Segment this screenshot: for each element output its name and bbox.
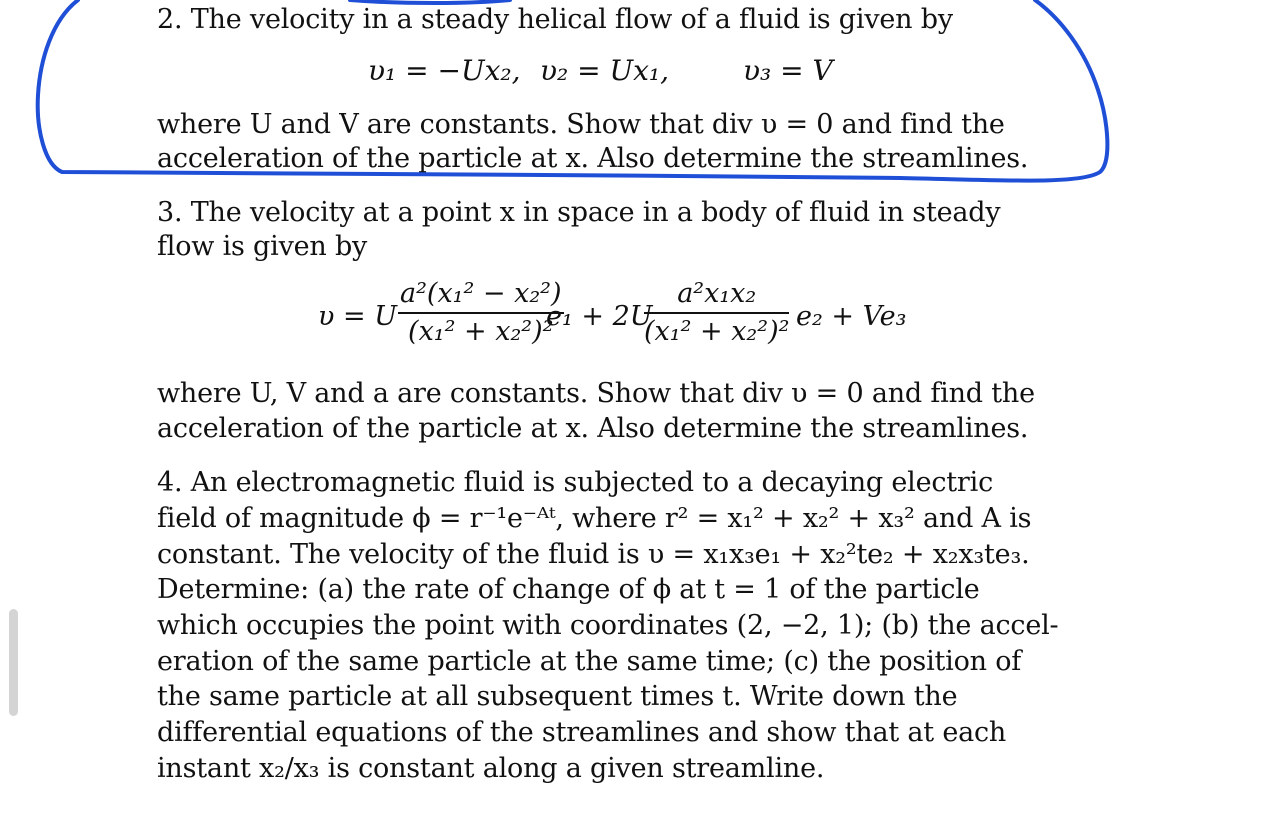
problem-4-line-3: constant. The velocity of the fluid is υ = x₁x₃e₁ + x₂²te₂ + x₂x₃te₃. [157,539,1030,570]
problem-4-line-5: which occupies the point with coordinates (2, −2, 1); (b) the accel- [157,610,1059,641]
problem-2-eq-v1: υ₁ = −Ux₂, [368,54,521,87]
annotation-stroke [38,0,1108,181]
problem-2-eq-v2: υ₂ = Ux₁, [540,54,670,87]
problem-2-line-1: 2. The velocity in a steady helical flow of a fluid is given by [157,4,953,35]
problem-4-line-6: eration of the same particle at the same time; (c) the position of [157,646,1022,677]
scrollbar-thumb[interactable] [9,609,18,716]
annotation-top-mark [350,0,510,3]
problem-3-line-1: 3. The velocity at a point x in space in a body of fluid in steady [157,197,1001,228]
problem-4-line-9: instant x₂/x₃ is constant along a given streamline. [157,753,825,784]
problem-2-line-3: acceleration of the particle at x. Also determine the streamlines. [157,143,1029,174]
problem-3-line-4: acceleration of the particle at x. Also determine the streamlines. [157,413,1029,444]
equation-tail-term: e₂ + Ve₃ [796,301,907,332]
problem-4-line-1: 4. An electromagnetic fluid is subjected to a decaying electric [157,467,993,498]
problem-2-line-2: where U and V are constants. Show that div υ = 0 and find the [157,109,1005,140]
fraction-1-numerator: a²(x₁² − x₂²) [398,278,564,314]
problem-3-line-2: flow is given by [157,231,368,262]
problem-4-line-7: the same particle at all subsequent times t. Write down the [157,681,958,712]
problem-4-line-8: differential equations of the streamlines and show that at each [157,717,1007,748]
problem-2-eq-v3: υ₃ = V [743,54,833,87]
fraction-2-denominator: (x₁² + x₂²)² [644,316,790,347]
problem-4-line-4: Determine: (a) the rate of change of ϕ at t = 1 of the particle [157,574,980,605]
problem-3-line-3: where U, V and a are constants. Show that div υ = 0 and find the [157,378,1035,409]
fraction-2-numerator: a²x₁x₂ [644,278,789,314]
problem-4-line-2: field of magnitude ϕ = r⁻¹e⁻ᴬᵗ, where r² = x₁² + x₂² + x₃² and A is [157,503,1032,534]
fraction-1-denominator: (x₁² + x₂²)² [408,316,554,347]
equation-lhs: υ = U [318,301,397,332]
equation-middle-term: e₁ + 2U [546,301,653,332]
